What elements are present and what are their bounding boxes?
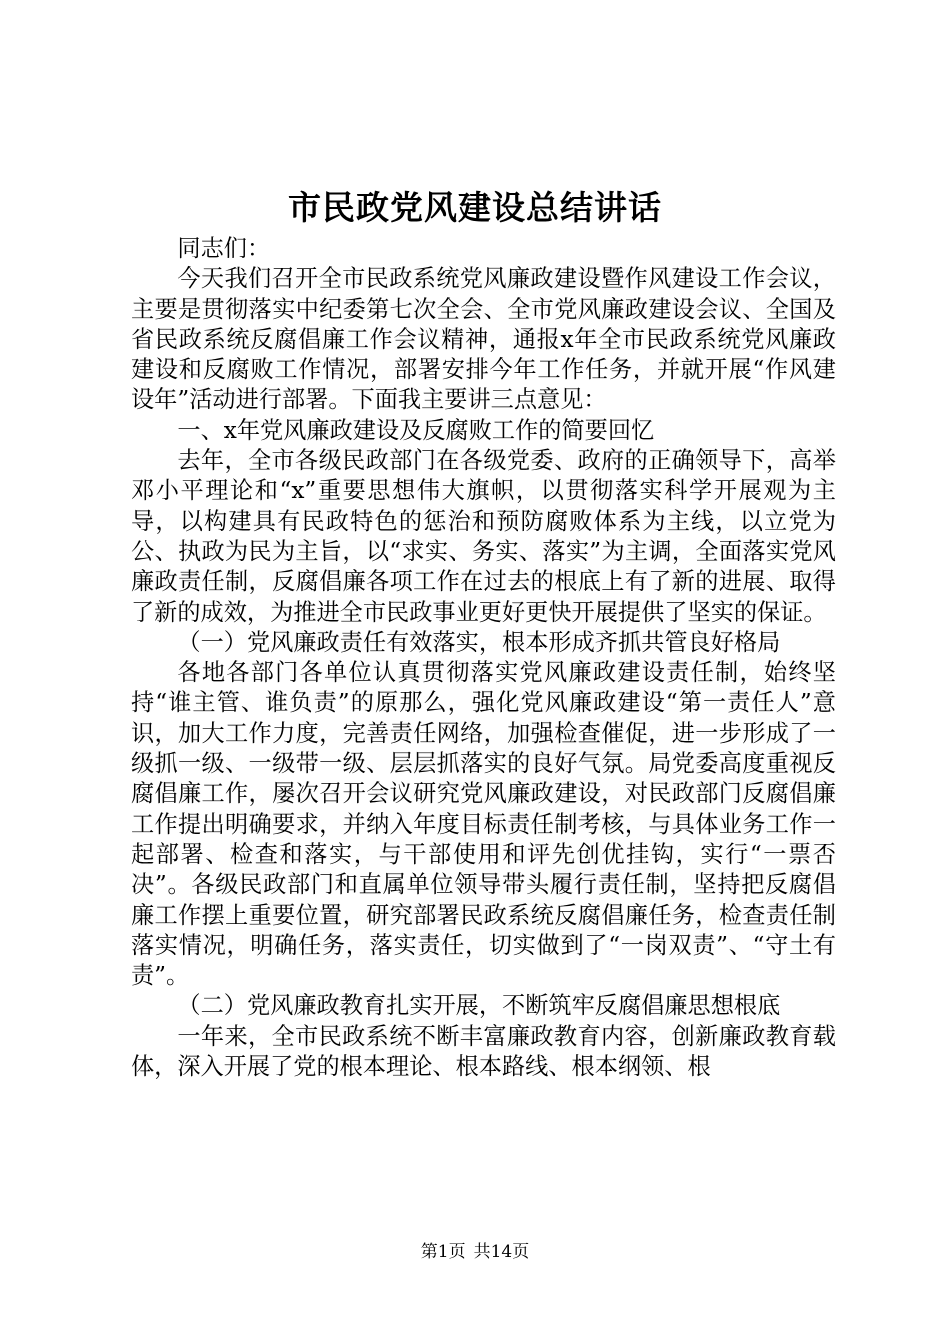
body-paragraph: 一年来，全市民政系统不断丰富廉政教育内容，创新廉政教育载体，深入开展了党的根本理论、根本路线、根本纲领、根 bbox=[131, 1022, 836, 1081]
page-number: 第1页 bbox=[420, 1242, 466, 1262]
document-body bbox=[131, 234, 836, 1082]
salutation: 同志们： bbox=[177, 235, 271, 262]
subsection-heading: （一）党风廉政责任有效落实，根本形成齐抓共管良好格局 bbox=[177, 628, 781, 656]
body-paragraph: 各地各部门各单位认真贯彻落实党风廉政建设责任制，始终坚持“谁主管、谁负责”的原那么，强化党风廉政建设“第一责任人”意识，加大工作力度，完善责任网络，加强检查催促，进一步形成了一级抓一级、一级带一级、层层抓落实的良好气氛。局党委高度重视反腐倡廉工作，屡次召开会议研究党风廉政建设，对民政部门反腐倡廉工作提出明确要求，并纳入年度目标责任制考核，与具体业务工作一起部署、检查和落实，与干部使用和评先创优挂钩，实行“一票否决”。各级民政部门和直属单位领导带头履行责任制，坚持把反腐倡廉工作摆上重要位置，研究部署民政系统反腐倡廉任务，检查责任制落实情况，明确任务，落实责任，切实做到了“一岗双责”、“守土有责”。 bbox=[131, 659, 836, 990]
subsection-heading: （二）党风廉政教育扎实开展，不断筑牢反腐倡廉思想根底 bbox=[177, 992, 781, 1020]
body-paragraph: 去年，全市各级民政部门在各级党委、政府的正确领导下，高举邓小平理论和“x”重要思想伟大旗帜，以贯彻落实科学开展观为主导，以构建具有民政特色的惩治和预防腐败体系为主线，以立党为公、执政为民为主旨，以“求实、务实、落实”为主调，全面落实党风廉政责任制，反腐倡廉各项工作在过去的根底上有了新的进展、取得了新的成效，为推进全市民政事业更好更快开展提供了坚实的保证。 bbox=[131, 447, 836, 626]
page-total: 共14页 bbox=[473, 1242, 530, 1262]
section-heading: 一、x年党风廉政建设及反腐败工作的简要回忆 bbox=[177, 416, 655, 444]
page-footer bbox=[0, 1240, 950, 1264]
body-paragraph: 今天我们召开全市民政系统党风廉政建设暨作风建设工作会议，主要是贯彻落实中纪委第七次全会、全市党风廉政建设会议、全国及省民政系统反腐倡廉工作会议精神，通报x年全市民政系统党风廉政建设和反腐败工作情况，部署安排今年工作任务，并就开展“作风建设年”活动进行部署。下面我主要讲三点意见： bbox=[131, 265, 836, 414]
document-title: 市民政党风建设总结讲话 bbox=[288, 188, 662, 227]
